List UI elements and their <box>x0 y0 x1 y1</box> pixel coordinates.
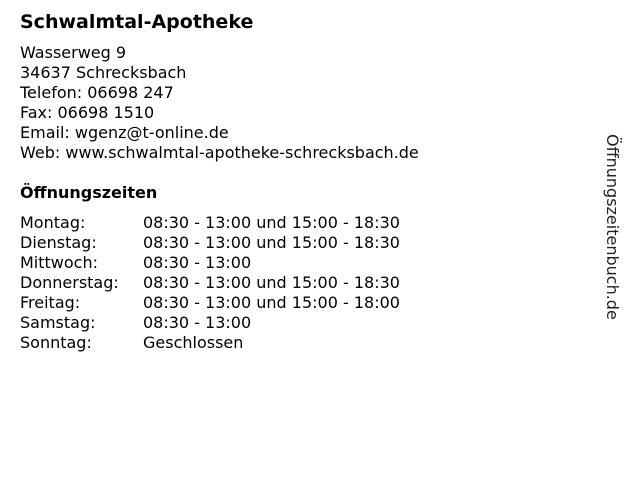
street-address: Wasserweg 9 <box>20 43 127 62</box>
time-value: 08:30 - 13:00 und 15:00 - 18:30 <box>143 213 400 232</box>
hours-row-wednesday <box>20 253 400 273</box>
hours-row-friday <box>20 293 400 313</box>
day-label: Dienstag: <box>20 233 97 252</box>
city-address: 34637 Schrecksbach <box>20 63 187 82</box>
time-value: 08:30 - 13:00 <box>143 313 252 332</box>
phone-number: Telefon: 06698 247 <box>20 83 174 102</box>
hours-row-tuesday <box>20 233 400 253</box>
day-label: Mittwoch: <box>20 253 98 272</box>
hours-row-thursday <box>20 273 400 293</box>
time-value: 08:30 - 13:00 <box>143 253 252 272</box>
email-address: Email: wgenz@t-online.de <box>20 123 229 142</box>
website-address: Web: www.schwalmtal-apotheke-schrecksbach.de <box>20 143 419 162</box>
day-label: Sonntag: <box>20 333 92 352</box>
time-value: 08:30 - 13:00 und 15:00 - 18:30 <box>143 273 400 292</box>
hours-row-saturday <box>20 313 400 333</box>
day-label: Samstag: <box>20 313 96 332</box>
time-value: 08:30 - 13:00 und 15:00 - 18:30 <box>143 233 400 252</box>
contact-block <box>20 43 419 163</box>
opening-hours-table <box>20 213 400 353</box>
fax-number: Fax: 06698 1510 <box>20 103 155 122</box>
day-label: Donnerstag: <box>20 273 119 292</box>
pharmacy-name: Schwalmtal-Apotheke <box>20 11 254 33</box>
hours-row-sunday <box>20 333 400 353</box>
time-value: Geschlossen <box>143 333 244 352</box>
opening-hours-heading: Öffnungszeiten <box>20 183 158 202</box>
day-label: Freitag: <box>20 293 81 312</box>
oeffnungszeitenbuch-link[interactable]: Öffnungszeitenbuch.de <box>603 134 622 320</box>
time-value: 08:30 - 13:00 und 15:00 - 18:00 <box>143 293 400 312</box>
hours-row-monday <box>20 213 400 233</box>
day-label: Montag: <box>20 213 86 232</box>
